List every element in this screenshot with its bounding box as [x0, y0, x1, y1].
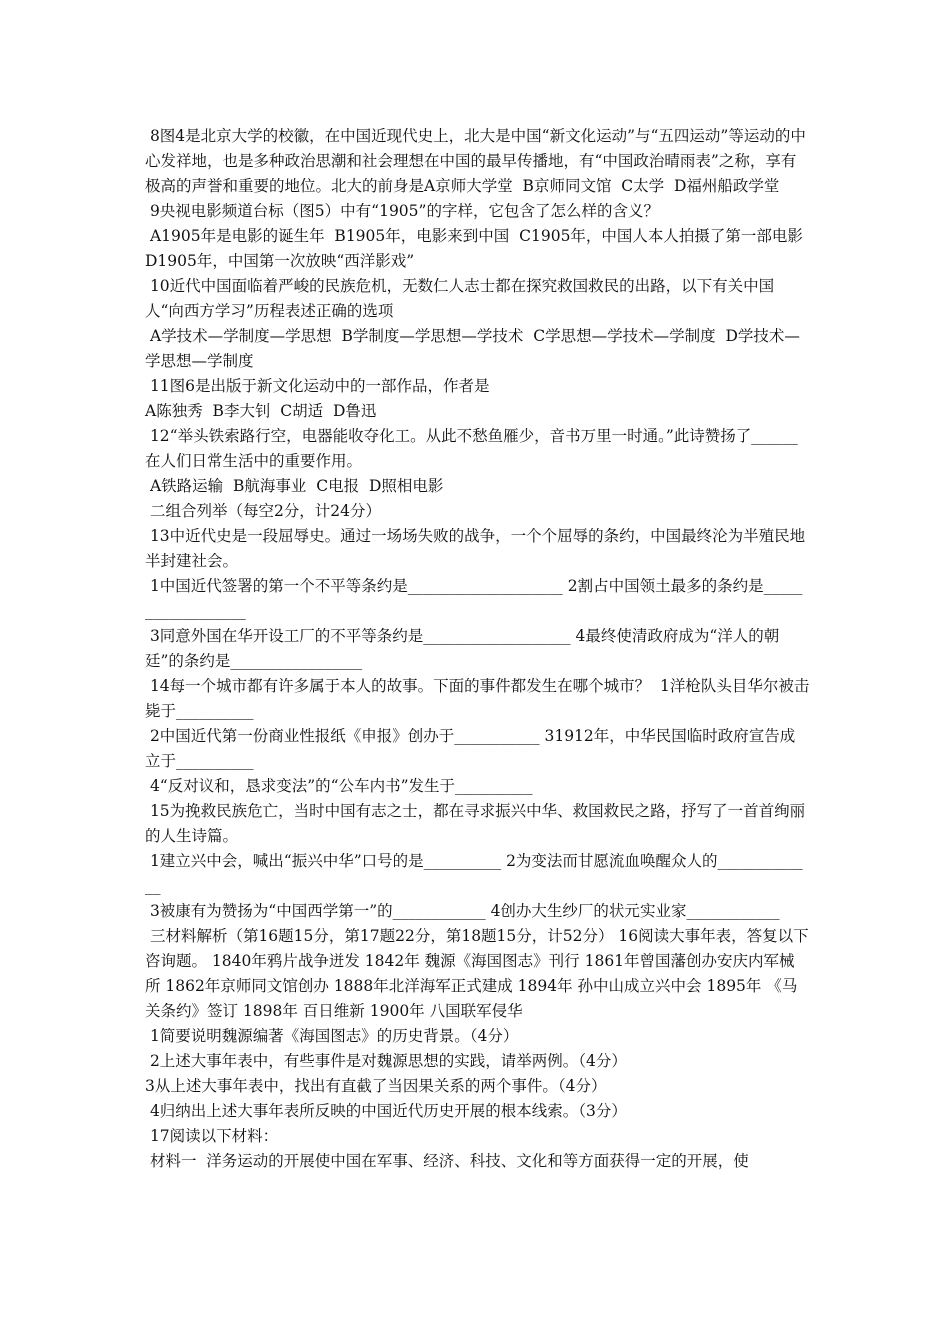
paragraph-q10: 10近代中国面临着严峻的民族危机，无数仁人志士都在探究救国救民的出路，以下有关中国人“向西方学习”历程表述正确的选项 — [145, 277, 775, 320]
paragraph-q14-items-2: 4“反对议和，恳求变法”的“公车内书”发生于__________ — [145, 777, 533, 795]
paragraph-q16-4: 4归纳出上述大事年表所反映的中国近代历史开展的根本线索。（3分） — [145, 1102, 627, 1120]
paragraph-q10-options: A学技术—学制度—学思想 B学制度—学思想—学技术 C学思想—学技术—学制度 D学技术—学思想—学制度 — [145, 327, 800, 370]
document-body — [145, 124, 813, 1174]
paragraph-q8: 8图4是北京大学的校徽，在中国近现代史上，北大是中国“新文化运动”与“五四运动”等运动的中心发祥地，也是多种政治思潮和社会理想在中国的最早传播地，有“中国政治晴雨表”之称，享有极高的声誉和重要的地位。北大的前身是A京师大学堂 B京师同文馆 C太学 D福州船政学堂 — [145, 127, 806, 195]
paragraph-q11: 11图6是出版于新文化运动中的一部作品，作者是 — [145, 377, 490, 395]
paragraph-q15-items-1: 1建立兴中会，喊出“振兴中华”口号的是__________ 2为变法而甘愿流血唤醒众人的_____________ — [145, 852, 803, 895]
paragraph-q13-items-1: 1中国近代签署的第一个不平等条约是____________________ 2割占中国领土最多的条约是__________________ — [145, 577, 803, 620]
paragraph-q16-1: 1简要说明魏源编著《海国图志》的历史背景。（4分） — [145, 1027, 519, 1045]
paragraph-q16-3: 3从上述大事年表中，找出有直截了当因果关系的两个事件。（4分） — [145, 1077, 607, 1095]
paragraph-q15: 15为挽救民族危亡，当时中国有志之士，都在寻求振兴中华、救国救民之路，抒写了一首首绚丽的人生诗篇。 — [145, 802, 806, 845]
paragraph-q11-options: A陈独秀 B李大钊 C胡适 D鲁迅 — [145, 402, 377, 420]
section-heading-2: 二组合列举（每空2分，计24分） — [145, 502, 382, 520]
paragraph-q17-material-1: 材料一 洋务运动的开展使中国在军事、经济、科技、文化和等方面获得一定的开展，使 — [145, 1152, 749, 1170]
paragraph-q17: 17阅读以下材料： — [145, 1127, 279, 1145]
paragraph-q12-options: A铁路运输 B航海事业 C电报 D照相电影 — [145, 477, 444, 495]
paragraph-q13-items-2: 3同意外国在华开设工厂的不平等条约是___________________ 4最终使清政府成为“洋人的朝廷”的条约是_________________ — [145, 627, 780, 670]
paragraph-q9-options: A1905年是电影的诞生年 B1905年，电影来到中国 C1905年，中国人本人拍摄了第一部电影 D1905年，中国第一次放映“西洋影戏” — [145, 227, 813, 270]
paragraph-q14-items-1: 2中国近代第一份商业性报纸《申报》创办于___________ 31912年，中华民国临时政府宣告成立于__________ — [145, 727, 796, 770]
section-heading-3: 三材料解析（第16题15分，第17题22分，第18题15分，计52分） 16阅读大事年表，答复以下咨询题。 1840年鸦片战争迸发 1842年 魏源《海国图志》刊行 1861年曾国藩创办安庆内军械所 1862年京师同文馆创办 1888年北洋海军正式建成 1894年 孙中山成立兴中会 1895年 《马关条约》签订 1898年 百日维新 1900年 八国联军侵华 — [145, 927, 809, 1020]
paragraph-q13: 13中近代史是一段屈辱史。通过一场场失败的战争，一个个屈辱的条约，中国最终沦为半殖民地半封建社会。 — [145, 527, 806, 570]
paragraph-q9: 9央视电影频道台标（图5）中有“1905”的字样，它包含了怎么样的含义？ — [145, 202, 659, 220]
paragraph-q16-2: 2上述大事年表中，有些事件是对魏源思想的实践，请举两例。（4分） — [145, 1052, 627, 1070]
paragraph-q15-items-2: 3被康有为赞扬为“中国西学第一”的____________ 4创办大生纱厂的状元实业家____________ — [145, 902, 780, 920]
paragraph-q14: 14每一个城市都有许多属于本人的故事。下面的事件都发生在哪个城市？ 1洋枪队头目华尔被击毙于__________ — [145, 677, 810, 720]
paragraph-q12: 12“举头铁索路行空，电器能收夺化工。从此不愁鱼雁少，音书万里一时通。”此诗赞扬了______在人们日常生活中的重要作用。 — [145, 427, 798, 470]
